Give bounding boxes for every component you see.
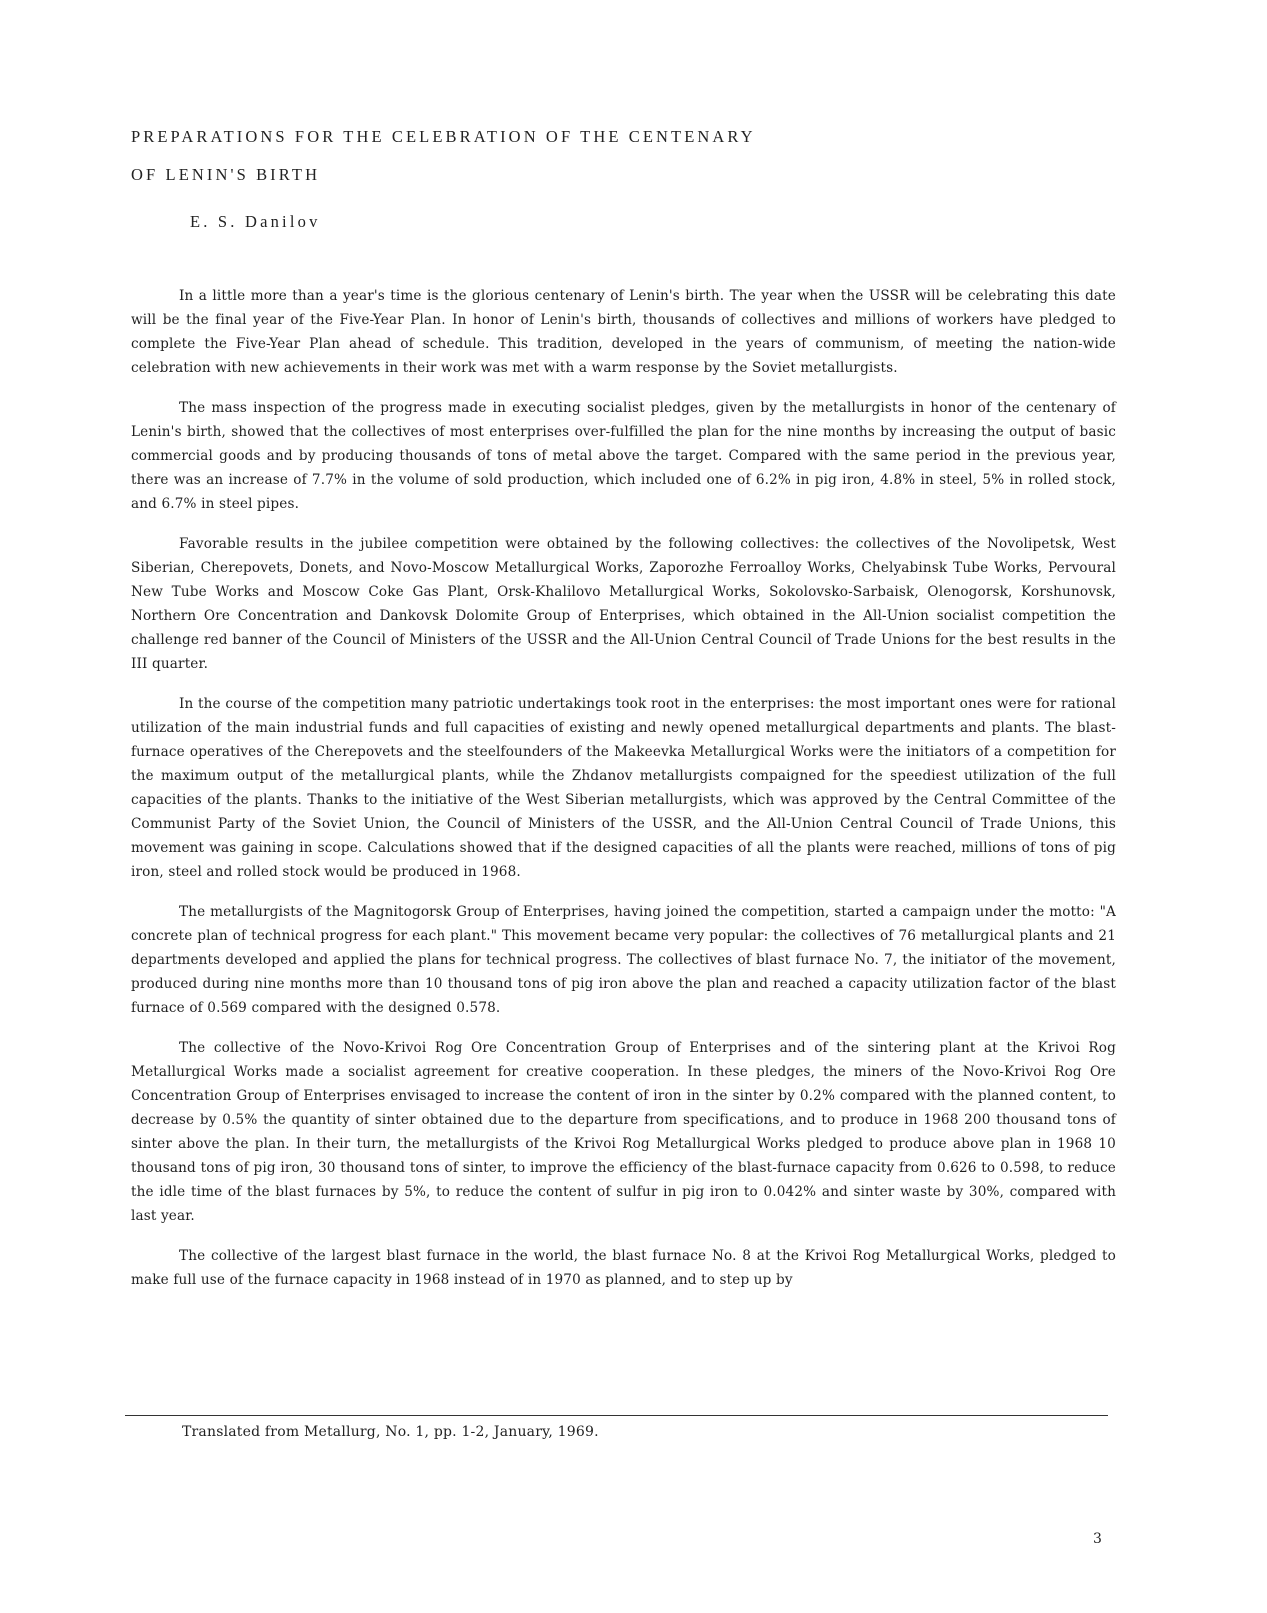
footnote-divider xyxy=(125,1415,1108,1416)
paragraph: The collective of the largest blast furnace in the world, the blast furnace No. 8 at the Krivoi Rog Metallurgical Works, pledged to make full use of the furnace capacity in 1968 instead of in 1970 as planned, and to step up by xyxy=(131,1248,1116,1288)
article-title-line-2: OF LENIN'S BIRTH xyxy=(131,165,321,184)
paragraph: The metallurgists of the Magnitogorsk Group of Enterprises, having joined the competition, started a campaign under the motto: "A concrete plan of technical progress for each plant." This movement became very popular: the collectives of 76 metallurgical plants and 21 departments developed and applied the plans for technical progress. The collectives of blast furnace No. 7, the initiator of the movement, produced during nine months more than 10 thousand tons of pig iron above the plan and reached a capacity utilization factor of the blast furnace of 0.569 compared with the designed 0.578. xyxy=(131,904,1116,1016)
article-body xyxy=(131,284,1116,1292)
page-number: 3 xyxy=(1093,1531,1102,1547)
article-title-line-1: PREPARATIONS FOR THE CELEBRATION OF THE CENTENARY xyxy=(131,127,756,146)
paragraph: In a little more than a year's time is the glorious centenary of Lenin's birth. The year when the USSR will be celebrating this date will be the final year of the Five-Year Plan. In honor of Lenin's birth, thousands of collectives and millions of workers have pledged to complete the Five-Year Plan ahead of schedule. This tradition, developed in the years of communism, of meeting the nation-wide celebration with new achievements in their work was met with a warm response by the Soviet metallurgists. xyxy=(131,288,1116,376)
paragraph: The mass inspection of the progress made in executing socialist pledges, given by the metallurgists in honor of the centenary of Lenin's birth, showed that the collectives of most enterprises over-fulfilled the plan for the nine months by increasing the output of basic commercial goods and by producing thousands of tons of metal above the target. Compared with the same period in the previous year, there was an increase of 7.7% in the volume of sold production, which included one of 6.2% in pig iron, 4.8% in steel, 5% in rolled stock, and 6.7% in steel pipes. xyxy=(131,400,1116,512)
paragraph: In the course of the competition many patriotic undertakings took root in the enterprises: the most important ones were for rational utilization of the main industrial funds and full capacities of existing and newly opened metallurgical departments and plants. The blast-furnace operatives of the Cherepovets and the steelfounders of the Makeevka Metallurgical Works were the initiators of a competition for the maximum output of the metallurgical plants, while the Zhdanov metallurgists compaigned for the speediest utilization of the full capacities of the plants. Thanks to the initiative of the West Siberian metallurgists, which was approved by the Central Committee of the Communist Party of the Soviet Union, the Council of Ministers of the USSR, and the All-Union Central Council of Trade Unions, this movement was gaining in scope. Calculations showed that if the designed capacities of all the plants were reached, millions of tons of pig iron, steel and rolled stock would be produced in 1968. xyxy=(131,696,1116,880)
paragraph: The collective of the Novo-Krivoi Rog Ore Concentration Group of Enterprises and of the sintering plant at the Krivoi Rog Metallurgical Works made a socialist agreement for creative cooperation. In these pledges, the miners of the Novo-Krivoi Rog Ore Concentration Group of Enterprises envisaged to increase the content of iron in the sinter by 0.2% compared with the planned content, to decrease by 0.5% the quantity of sinter obtained due to the departure from specifications, and to produce in 1968 200 thousand tons of sinter above the plan. In their turn, the metallurgists of the Krivoi Rog Metallurgical Works pledged to produce above plan in 1968 10 thousand tons of pig iron, 30 thousand tons of sinter, to improve the efficiency of the blast-furnace capacity from 0.626 to 0.598, to reduce the idle time of the blast furnaces by 5%, to reduce the content of sulfur in pig iron to 0.042% and sinter waste by 30%, compared with last year. xyxy=(131,1040,1116,1224)
article-author: E. S. Danilov xyxy=(190,212,321,231)
footnote: Translated from Metallurg, No. 1, pp. 1-2, January, 1969. xyxy=(182,1424,599,1440)
paragraph: Favorable results in the jubilee competition were obtained by the following collectives: the collectives of the Novolipetsk, West Siberian, Cherepovets, Donets, and Novo-Moscow Metallurgical Works, Zaporozhe Ferroalloy Works, Chelyabinsk Tube Works, Pervoural New Tube Works and Moscow Coke Gas Plant, Orsk-Khalilovo Metallurgical Works, Sokolovsko-Sarbaisk, Olenogorsk, Korshunovsk, Northern Ore Concentration and Dankovsk Dolomite Group of Enterprises, which obtained in the All-Union socialist competition the challenge red banner of the Council of Ministers of the USSR and the All-Union Central Council of Trade Unions for the best results in the III quarter. xyxy=(131,536,1116,672)
